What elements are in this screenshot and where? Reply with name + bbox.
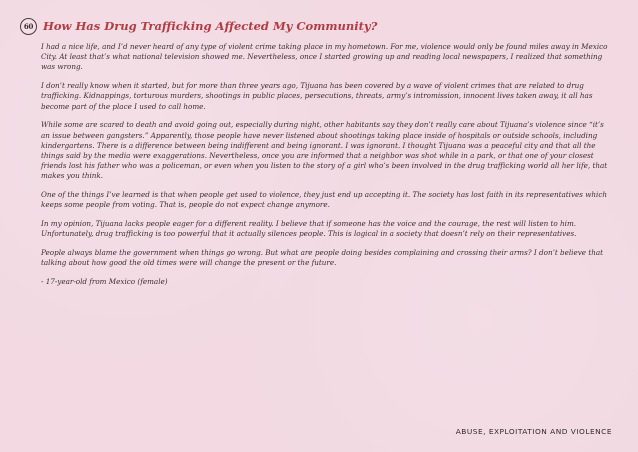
page-title: How Has Drug Trafficking Affected My Community?	[43, 19, 378, 33]
paragraph-3: While some are scared to death and avoid going out, especially during night, other habitants say they don’t really care about Tijuana’s violence since “it’s an issue between gangsters.” Apparently, those people have never listened about shootings taking place inside of hospitals or outside schools, including kindergartens. There is a difference between being indifferent and being ignorant. I was ignorant. I thought Tijuana was a peaceful city and that all the things said by the media were exaggerations. Nevertheless, once you are informed that a neighbor was shot while in a park, or that one of your closest friends lost his father who was a policeman, or even when you listen to the story of a girl who’s been involved in the drug trafficking world all her life, that makes you think.	[41, 120, 608, 181]
paragraph-5: In my opinion, Tijuana lacks people eager for a different reality. I believe that if someone has the voice and the courage, the rest will listen to him. Unfortunately, drug trafficking is too powerful that it actually silences people. This is logical in a society that doesn’t rely on their representatives.	[41, 219, 577, 239]
author-attribution: - 17-year-old from Mexico (female)	[41, 277, 168, 287]
paragraph-1: I had a nice life, and I’d never heard of any type of violent crime taking place in my hometown. For me, violence would only be found miles away in Mexico City. At least that’s what national television showed me. Nevertheless, once I started growing up and reading local newspapers, I realized that something was wrong.	[41, 42, 608, 72]
paragraph-4: One of the things I’ve learned is that when people get used to violence, they just end up accepting it. The society has lost faith in its representatives which keeps some people from voting. That is, people do not expect change anymore.	[41, 190, 607, 210]
page-number-label: 60	[23, 22, 34, 31]
paragraph-6: People always blame the government when things go wrong. But what are people doing besides complaining and crossing their arms? I don’t believe that talking about how good the old times were will change the present or the future.	[41, 248, 604, 268]
article-body	[41, 42, 609, 296]
section-footer: ABUSE, EXPLOITATION AND VIOLENCE	[455, 427, 612, 436]
paragraph-2: I don’t really know when it started, but for more than three years ago, Tijuana has been covered by a wave of violent crimes that are related to drug trafficking. Kidnappings, torturous murders, shootings in public places, persecutions, threats, army’s intromission, innocent lives taken away, it all has become part of the place I used to call home.	[41, 81, 593, 111]
page-number-badge	[20, 18, 37, 35]
